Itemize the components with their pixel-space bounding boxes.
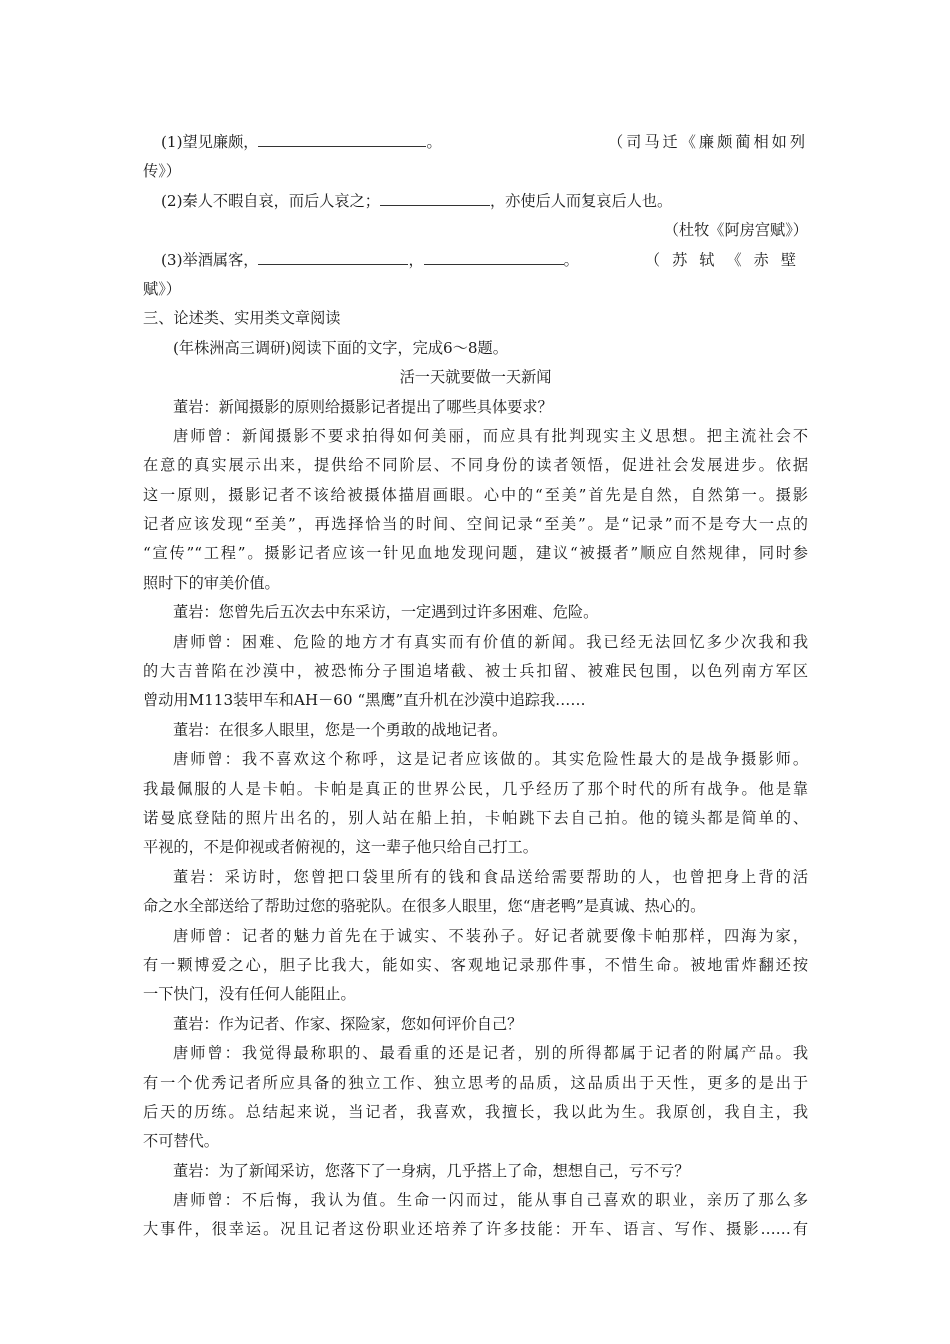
question-3-suffix: 。: [563, 250, 579, 269]
article-title: 活一天就要做一天新闻: [399, 368, 552, 387]
article-line: 命之水全部送给了帮助过您的骆驼队。在很多人眼里，您“唐老鸭”是真诚、热心的。: [143, 897, 706, 916]
article-line: 我最佩服的人是卡帕。卡帕是真正的世界公民，几乎经历了那个时代的所有战争。他是靠: [143, 779, 808, 798]
article-line: 平视的，不是仰视或者俯视的，这一辈子他只给自己打工。: [143, 838, 538, 857]
article-line: 有一颗博爱之心，胆子比我大，能如实、客观地记录那件事，不惜生命。被地雷炸翻还按: [143, 955, 808, 974]
question-1-source-cont: 传》）: [143, 162, 181, 181]
article-line: 后天的历练。总结起来说，当记者，我喜欢，我擅长，我以此为生。我原创，我自主，我: [143, 1102, 808, 1121]
article-line: 唐师曾：我觉得最称职的、最看重的还是记者，别的所得都属于记者的附属产品。我: [173, 1044, 808, 1063]
article-line: 唐师曾：我不喜欢这个称呼，这是记者应该做的。其实危险性最大的是战争摄影师。: [173, 750, 808, 769]
question-1-line: [143, 128, 808, 157]
article-line: 董岩：为了新闻采访，您落下了一身病，几乎搭上了命，想想自己，亏不亏？: [173, 1161, 690, 1180]
article-line: 唐师曾：记者的魅力首先在于诚实、不装孙子。好记者就要像卡帕那样，四海为家，: [173, 926, 808, 945]
question-1-prefix: (1)望见廉颇，: [161, 133, 259, 151]
article-line: 这一原则，摄影记者不该给被摄体描眉画眼。心中的“至美”首先是自然，自然第一。摄影: [143, 485, 808, 504]
article-line: 一下快门，没有任何人能阻止。: [143, 985, 356, 1004]
article-line: 唐师曾：新闻摄影不要求拍得如何美丽，而应具有批判现实主义思想。把主流社会不: [173, 426, 808, 445]
answer-blank-3b[interactable]: [424, 248, 564, 265]
article-body: [143, 393, 808, 1245]
section-intro: (年株洲高三调研)阅读下面的文字，完成6～8题。: [173, 338, 508, 357]
question-3-source: （苏轼《赤壁: [644, 250, 808, 269]
article-line: “宣传”“工程”。摄影记者应该一针见血地发现问题，建议“被摄者”顺应自然规律，同时参: [143, 544, 808, 563]
article-line: 董岩：您曾先后五次去中东采访，一定遇到过许多困难、危险。: [173, 603, 599, 622]
article-line: 董岩：采访时，您曾把口袋里所有的钱和食品送给需要帮助的人，也曾把身上背的活: [173, 867, 808, 886]
article-line: 记者应该发现“至美”，再选择恰当的时间、空间记录“至美”。是“记录”而不是夸大一点的: [143, 515, 808, 534]
article-line: 大事件，很幸运。况且记者这份职业还培养了许多技能：开车、语言、写作、摄影……有: [143, 1220, 808, 1239]
article-line: 不可替代。: [143, 1132, 219, 1151]
article-line: 董岩：在很多人眼里，您是一个勇敢的战地记者。: [173, 720, 508, 739]
article-line: 唐师曾：不后悔，我认为值。生命一闪而过，能从事自己喜欢的职业，亲历了那么多: [173, 1191, 808, 1210]
article-line: 在意的真实展示出来，提供给不同阶层、不同身份的读者领悟，促进社会发展进步。依据: [143, 456, 808, 475]
question-2-source: （杜牧《阿房宫赋》）: [663, 221, 808, 240]
question-2-line: [143, 187, 808, 216]
question-2-prefix: (2)秦人不暇自哀，而后人哀之；: [161, 191, 380, 210]
document-page: [143, 128, 808, 1245]
article-line: 董岩：新闻摄影的原则给摄影记者提出了哪些具体要求？: [173, 397, 553, 416]
question-1-source: （司马迁《廉颇蔺相如列: [607, 133, 808, 151]
article-line: 的大吉普陷在沙漠中，被恐怖分子围追堵截、被士兵扣留、被难民包围，以色列南方军区: [143, 662, 808, 681]
article-line: 照时下的审美价值。: [143, 573, 280, 592]
article-line: 董岩：作为记者、作家、探险家，您如何评价自己？: [173, 1014, 523, 1033]
article-line: 曾动用M113装甲车和AH－60 “黑鹰”直升机在沙漠中追踪我……: [143, 691, 586, 710]
article-line: 唐师曾：困难、危险的地方才有真实而有价值的新闻。我已经无法回忆多少次我和我: [173, 632, 808, 651]
question-2-suffix: ，亦使后人而复哀后人也。: [489, 191, 673, 210]
answer-blank-2[interactable]: [380, 189, 490, 206]
article-line: 诺曼底登陆的照片出名的，别人站在船上拍，卡帕跳下去自己拍。他的镜头都是简单的、: [143, 808, 808, 827]
question-3-mid: ，: [408, 250, 424, 269]
question-3-line: [143, 246, 808, 275]
answer-blank-1[interactable]: [258, 130, 426, 147]
question-1-suffix: 。: [426, 133, 442, 151]
answer-blank-3a[interactable]: [258, 248, 408, 265]
section-heading: 三、论述类、实用类文章阅读: [143, 309, 341, 328]
article-line: 有一个优秀记者所应具备的独立工作、独立思考的品质，这品质出于天性，更多的是出于: [143, 1073, 808, 1092]
question-3-source-cont: 赋》）: [143, 279, 181, 298]
question-3-prefix: (3)举酒属客，: [161, 250, 259, 269]
